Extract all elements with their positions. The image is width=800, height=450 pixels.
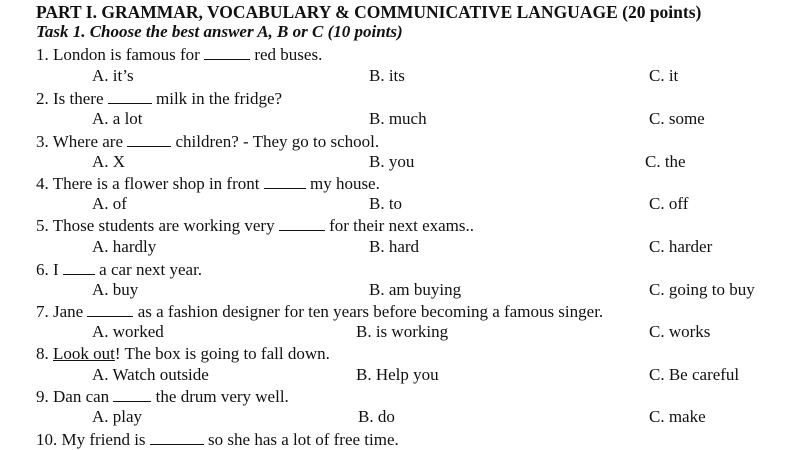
question-1-option-a: A. it’s	[92, 66, 134, 85]
question-5-option-b: B. hard	[369, 237, 420, 256]
question-1	[36, 44, 322, 65]
question-2-option-a: A. a lot	[92, 109, 143, 128]
question-3-option-a: A. X	[92, 152, 126, 171]
question-5-rest: for their next exams..	[329, 216, 475, 235]
question-5-option-c: C. harder	[649, 237, 713, 256]
answer-blank	[279, 215, 325, 231]
question-5-text: 5. Those students are working very	[36, 216, 275, 235]
question-1-rest: red buses.	[254, 45, 323, 64]
question-8-option-a: A. Watch outside	[92, 365, 209, 384]
answer-blank	[113, 386, 151, 402]
question-7-option-c: C. works	[649, 322, 711, 341]
question-3	[36, 131, 379, 152]
answer-blank	[264, 173, 306, 189]
part-title: PART I. GRAMMAR, VOCABULARY & COMMUNICATIVE LANGUAGE (20 points)	[36, 2, 702, 22]
question-7-option-b: B. is working	[356, 322, 449, 341]
question-3-option-c: C. the	[645, 152, 686, 171]
question-4-option-a: A. of	[92, 194, 127, 213]
question-3-text: 3. Where are	[36, 132, 123, 151]
question-6-option-c: C. going to buy	[649, 280, 755, 299]
question-9-option-b: B. do	[358, 407, 395, 426]
question-1-text: 1. London is famous for	[36, 45, 200, 64]
answer-blank	[150, 429, 204, 445]
question-2-rest: milk in the fridge?	[156, 89, 283, 108]
question-2-option-c: C. some	[649, 109, 705, 128]
question-2-text: 2. Is there	[36, 89, 104, 108]
answer-blank	[127, 131, 171, 147]
question-10-text: 10. My friend is	[36, 430, 146, 449]
question-3-rest: children? - They go to school.	[175, 132, 380, 151]
answer-blank	[87, 301, 133, 317]
question-7-option-a: A. worked	[92, 322, 164, 341]
answer-blank	[108, 88, 152, 104]
question-6	[36, 259, 202, 280]
question-7	[36, 301, 603, 322]
question-10	[36, 429, 399, 450]
question-9-option-c: C. make	[649, 407, 706, 426]
question-6-option-b: B. am buying	[369, 280, 462, 299]
question-8-option-c: C. Be careful	[649, 365, 740, 384]
question-4-rest: my house.	[309, 174, 380, 193]
question-3-option-b: B. you	[369, 152, 415, 171]
question-8-underlined-phrase: Look out	[53, 344, 115, 363]
question-4-option-c: C. off	[649, 194, 689, 213]
question-1-option-b: B. its	[369, 66, 405, 85]
question-6-rest: a car next year.	[99, 260, 203, 279]
question-8	[36, 344, 330, 364]
question-6-option-a: A. buy	[92, 280, 139, 299]
question-9-option-a: A. play	[92, 407, 143, 426]
question-4-option-b: B. to	[369, 194, 403, 213]
question-8-rest: ! The box is going to fall down.	[114, 344, 330, 363]
question-10-rest: so she has a lot of free time.	[208, 430, 399, 449]
question-9	[36, 386, 289, 407]
question-8-option-b: B. Help you	[356, 365, 439, 384]
question-9-text: 9. Dan can	[36, 387, 110, 406]
question-4	[36, 173, 380, 194]
answer-blank	[204, 44, 250, 60]
question-5	[36, 215, 474, 236]
question-2-option-b: B. much	[369, 109, 427, 128]
answer-blank	[63, 259, 95, 275]
question-6-text: 6. I	[36, 260, 59, 279]
question-8-number: 8.	[36, 344, 49, 363]
question-7-rest: as a fashion designer for ten years before becoming a famous singer.	[137, 302, 604, 321]
question-1-option-c: C. it	[649, 66, 679, 85]
question-2	[36, 88, 282, 109]
question-5-option-a: A. hardly	[92, 237, 157, 256]
question-9-rest: the drum very well.	[155, 387, 289, 406]
question-4-text: 4. There is a flower shop in front	[36, 174, 260, 193]
task-title: Task 1. Choose the best answer A, B or C (10 points)	[36, 22, 403, 41]
question-7-text: 7. Jane	[36, 302, 84, 321]
